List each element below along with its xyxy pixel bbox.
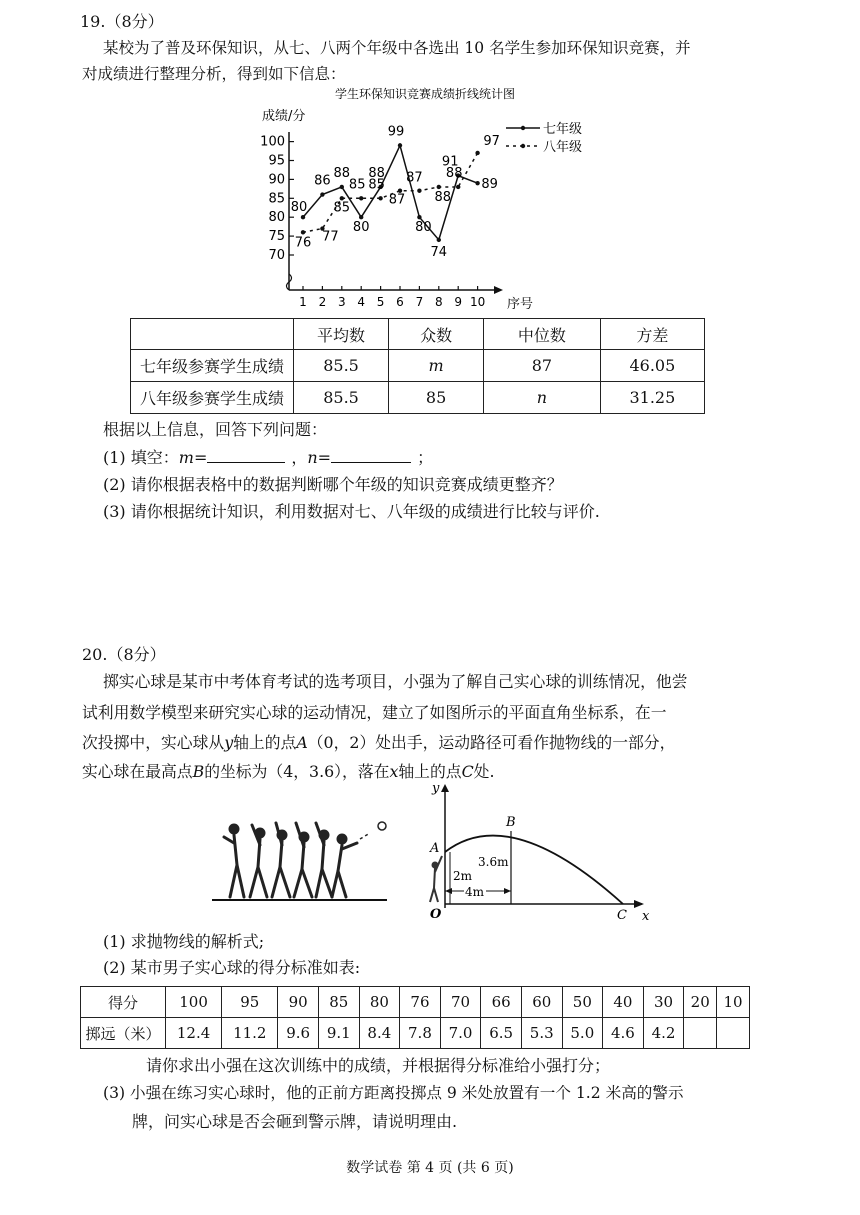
score-cell: 80	[359, 987, 400, 1018]
n-blank[interactable]	[331, 448, 411, 463]
score-cell: 66	[481, 987, 522, 1018]
data-label: 87	[388, 192, 406, 208]
stats-header: 平均数	[293, 319, 388, 350]
text: 的坐标为（4，3.6），落在	[204, 762, 390, 781]
distance-cell: 8.4	[359, 1018, 400, 1049]
score-cell: 60	[521, 987, 562, 1018]
data-label: 99	[387, 124, 405, 140]
q19-part2: (2) 请你根据表格中的数据判断哪个年级的知识竞赛成绩更整齐？	[103, 475, 563, 494]
data-label: 88	[368, 165, 385, 181]
q20-header: 20.（8分）	[82, 645, 166, 664]
score-cell: 40	[603, 987, 644, 1018]
data-label: 80	[415, 220, 432, 236]
q20-part3-line2: 牌，问实心球是否会砸到警示牌，请说明理由.	[132, 1112, 458, 1131]
distance-cell: 4.6	[603, 1018, 644, 1049]
q20-part3-line1: (3) 小强在练习实心球时，他的正前方距离投掷点 9 米处放置有一个 1.2 米高的警示	[103, 1084, 684, 1102]
data-point	[475, 151, 479, 155]
y-tick-label: 70	[268, 248, 285, 263]
cell: 31.25	[600, 382, 704, 414]
q20-line4	[82, 762, 495, 782]
data-label: 91	[441, 154, 459, 170]
score-cell: 85	[318, 987, 359, 1018]
x-tick-label: 1	[299, 295, 307, 309]
score-cell: 10	[717, 987, 750, 1018]
text: 实心球在最高点	[82, 762, 193, 781]
distance-cell: 5.3	[521, 1018, 562, 1049]
data-label: 80	[290, 200, 308, 216]
score-table	[80, 986, 750, 1049]
parabola-diagram	[420, 780, 660, 920]
y-tick-label: 75	[268, 229, 285, 245]
m-var: m=	[178, 448, 208, 467]
distance-cell: 9.6	[278, 1018, 319, 1049]
text: （0，2）处出手，运动路径可看作抛物线的一部分，	[307, 733, 676, 752]
x-tick-label: 5	[376, 295, 385, 309]
score-cell: 50	[562, 987, 603, 1018]
data-point	[340, 185, 344, 189]
data-label: 85	[333, 200, 351, 216]
text: 处.	[473, 762, 495, 781]
x-tick-label: 7	[415, 295, 424, 309]
q20-part2-question: 请你求出小强在这次训练中的成绩，并根据得分标准给小强打分；	[146, 1056, 611, 1075]
q20-line2: 试利用数学模型来研究实心球的运动情况，建立了如图所示的平面直角坐标系，在一	[82, 703, 667, 722]
data-label: 97	[483, 133, 500, 149]
chart-title: 学生环保知识竞赛成绩折线统计图	[334, 87, 516, 101]
legend-marker	[521, 144, 525, 148]
data-point	[437, 185, 441, 189]
origin-label: O	[430, 907, 442, 920]
text: 轴上的点	[398, 762, 462, 781]
chart-xlabel: 序号	[507, 297, 534, 312]
q19-header: 19.（8分）	[80, 12, 164, 31]
data-point	[378, 196, 382, 200]
stats-header: 众数	[389, 319, 484, 350]
point-a-label: A	[430, 841, 440, 856]
x-axis-label: x	[642, 909, 650, 920]
x-tick-label: 3	[337, 295, 346, 309]
cell: 46.05	[600, 350, 704, 382]
y-tick-label: 80	[268, 210, 285, 226]
cell: n	[484, 382, 601, 414]
chart-legend	[506, 121, 582, 155]
data-label: 77	[322, 229, 339, 245]
stats-header: 中位数	[484, 319, 601, 350]
chart-ylabel: 成绩/分	[262, 109, 306, 124]
distance-cell	[717, 1018, 750, 1049]
data-point	[398, 143, 402, 147]
height-36m-label: 3.6m	[478, 855, 509, 869]
data-label: 76	[294, 235, 312, 251]
var-C: C	[461, 762, 474, 781]
score-cell: 95	[222, 987, 278, 1018]
row-label: 八年级参赛学生成绩	[131, 382, 294, 414]
var-x: x	[389, 762, 399, 781]
page-footer: 数学试卷 第 4 页 (共 6 页)	[346, 1160, 514, 1176]
distance-cell: 5.0	[562, 1018, 603, 1049]
distance-cell: 7.8	[400, 1018, 441, 1049]
x-tick-label: 9	[454, 295, 463, 309]
q19-stats-table	[130, 318, 705, 414]
data-point	[359, 215, 363, 219]
cell: 85	[389, 382, 484, 414]
distance-cell: 9.1	[318, 1018, 359, 1049]
data-point	[437, 238, 441, 242]
distance-cell: 12.4	[166, 1018, 222, 1049]
end-mark: ；	[417, 448, 434, 467]
distance-cell: 11.2	[222, 1018, 278, 1049]
data-label: 89	[481, 177, 498, 193]
data-point	[456, 185, 460, 189]
distance-label: 掷远（米）	[81, 1018, 166, 1049]
score-label: 得分	[81, 987, 166, 1018]
q19-prompt: 根据以上信息，回答下列问题：	[103, 420, 328, 439]
cell: 85.5	[293, 350, 388, 382]
x-tick-label: 8	[434, 295, 443, 309]
score-cell: 20	[684, 987, 717, 1018]
score-cell: 76	[400, 987, 441, 1018]
data-label: 80	[352, 220, 370, 236]
data-label: 87	[406, 170, 423, 186]
table-row	[131, 382, 705, 414]
data-label: 88	[434, 189, 452, 205]
x-arrow	[494, 286, 503, 294]
chart-axes	[260, 132, 503, 309]
distance-cell: 6.5	[481, 1018, 522, 1049]
cell: 85.5	[293, 382, 388, 414]
text: 次投掷中，实心球从	[82, 733, 225, 752]
legend-label: 七年级	[543, 122, 583, 137]
y-tick-label: 95	[268, 153, 285, 169]
chart-series	[291, 124, 500, 260]
x-tick-label: 4	[357, 295, 366, 309]
data-point	[359, 196, 363, 200]
q20-line1: 掷实心球是某市中考体育考试的选考项目，小强为了解自己实心球的训练情况，他尝	[103, 672, 688, 691]
q20-line3	[82, 733, 675, 753]
part1-label: (1) 填空：	[103, 448, 179, 467]
q19-part3: (3) 请你根据统计知识，利用数据对七、八年级的成绩进行比较与评价.	[103, 502, 600, 521]
y-tick-label: 85	[268, 191, 285, 207]
data-label: 88	[445, 165, 463, 181]
data-point	[320, 192, 324, 196]
q20-part1: (1) 求抛物线的解析式;	[103, 932, 265, 951]
data-label: 74	[430, 244, 448, 260]
distance-cell: 7.0	[440, 1018, 481, 1049]
text: 轴上的点	[233, 733, 297, 752]
data-point	[417, 189, 421, 193]
m-blank[interactable]	[207, 448, 285, 463]
point-b-label: B	[506, 815, 516, 830]
cell: m	[389, 350, 484, 382]
height-2m-label: 2m	[453, 869, 473, 883]
x-tick-label: 2	[318, 295, 327, 309]
q20-part2: (2) 某市男子实心球的得分标准如表:	[103, 958, 361, 977]
score-cell: 90	[278, 987, 319, 1018]
data-point	[301, 230, 305, 234]
score-cell: 30	[643, 987, 684, 1018]
data-label: 88	[333, 165, 351, 181]
n-var: n=	[307, 448, 332, 467]
data-point	[417, 215, 421, 219]
stats-header: 方差	[600, 319, 704, 350]
var-y: y	[224, 733, 234, 752]
data-point	[475, 181, 479, 185]
distance-4m-label: 4m	[465, 885, 485, 899]
sep: ，	[291, 448, 308, 467]
q19-intro-line1: 某校为了普及环保知识，从七、八两个年级中各选出 10 名学生参加环保知识竞赛，并	[103, 39, 691, 57]
score-cell: 100	[166, 987, 222, 1018]
data-label: 85	[368, 177, 385, 193]
q19-part1	[103, 448, 433, 468]
row-label: 七年级参赛学生成绩	[131, 350, 294, 382]
x-tick-label: 6	[396, 295, 404, 309]
var-B: B	[192, 762, 205, 781]
y-axis-label: y	[432, 781, 440, 796]
data-label: 85	[348, 177, 366, 193]
cell: 87	[484, 350, 601, 382]
table-row	[131, 350, 705, 382]
data-point	[301, 215, 305, 219]
legend-marker	[521, 126, 525, 130]
y-tick-label: 90	[268, 172, 285, 188]
var-A: A	[296, 733, 308, 752]
point-c-label: C	[617, 908, 627, 920]
x-tick-label: 10	[469, 295, 486, 309]
distance-cell: 4.2	[643, 1018, 684, 1049]
legend-label: 八年级	[543, 140, 583, 155]
line-chart	[0, 0, 860, 320]
score-cell: 70	[440, 987, 481, 1018]
y-tick-label: 100	[260, 134, 285, 150]
distance-cell	[684, 1018, 717, 1049]
data-label: 86	[314, 173, 331, 189]
athlete-illustration	[212, 815, 412, 905]
q19-intro-line2: 对成绩进行整理分析，得到如下信息：	[82, 65, 346, 83]
